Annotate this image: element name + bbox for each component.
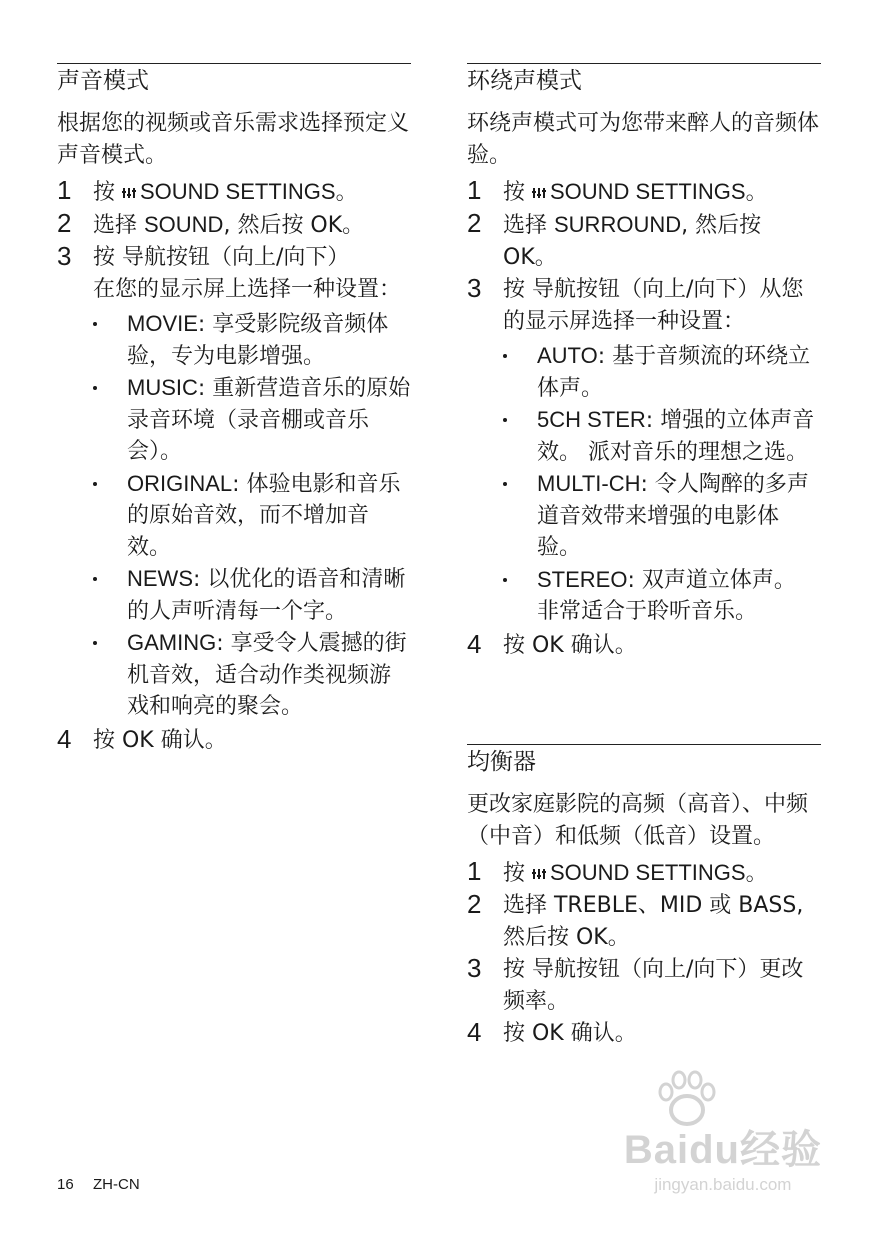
- option-desc: : 双声道立体声。 非常适合于聆听音乐。: [537, 567, 796, 624]
- step-text: 按 OK 确认。: [503, 632, 637, 658]
- step-keyword: SOUND SETTINGS: [550, 860, 746, 885]
- list-item: [93, 627, 411, 723]
- step-number: 1: [467, 175, 482, 205]
- list-item: [503, 340, 821, 404]
- section-title: 声音模式: [57, 63, 411, 96]
- step-4: [57, 725, 411, 757]
- option-desc: : 享受影院级音频体验，专为电影增强。: [127, 312, 389, 369]
- list-item: [503, 404, 821, 468]
- sound-settings-icon: [122, 185, 136, 199]
- option-desc: : 令人陶醉的多声道音效带来增强的电影体验。: [537, 472, 809, 560]
- step-keyword: SURROUND: [554, 212, 682, 237]
- step-3: [467, 274, 821, 628]
- step-text: 按 导航按钮（向上/向下）从您的显示屏选择一种设置：: [503, 277, 804, 334]
- option-desc: : 体验电影和音乐的原始音效，而不增加音效。: [127, 471, 401, 560]
- list-item: [503, 468, 821, 564]
- page-footer: [57, 1176, 140, 1193]
- step-text: 选择: [93, 213, 144, 238]
- section-intro: 环绕声模式可为您带来醉人的音频体验。: [467, 111, 820, 168]
- options-list: [503, 340, 821, 628]
- section-title: 环绕声模式: [467, 63, 821, 96]
- option-name: STEREO: [537, 566, 628, 592]
- language-code: ZH-CN: [93, 1176, 140, 1193]
- option-desc: : 以优化的语音和清晰的人声听清每一个字。: [127, 567, 406, 624]
- step-2: [467, 209, 821, 274]
- section-intro: 更改家庭影院的高频（高音）、中频（中音）和低频（低音）设置。: [467, 792, 809, 849]
- step-tail: 。: [745, 861, 768, 886]
- option-desc: : 增强的立体声音效。 派对音乐的理想之选。: [537, 408, 815, 465]
- bullet-icon: [93, 641, 97, 645]
- bullet-icon: [93, 322, 97, 326]
- baidu-watermark: [624, 1118, 822, 1195]
- step-text: 选择 TREBLE、MID 或 BASS, 然后按 OK。: [503, 893, 804, 950]
- step-1: [57, 176, 411, 209]
- option-name: ORIGINAL: [127, 470, 233, 496]
- sound-settings-icon: [532, 185, 546, 199]
- step-2: [467, 890, 821, 954]
- step-text: 按 导航按钮（向上/向下）: [93, 245, 350, 270]
- option-desc: : 享受令人震撼的街机音效，适合动作类视频游戏和响亮的聚会。: [127, 631, 407, 719]
- bullet-icon: [93, 577, 97, 581]
- bullet-icon: [93, 386, 97, 390]
- step-subtext: 在您的显示屏上选择一种设置：: [93, 277, 402, 302]
- step-3: [467, 954, 821, 1018]
- page-number: 16: [57, 1176, 74, 1193]
- bullet-icon: [93, 482, 97, 486]
- watermark-url: jingyan.baidu.com: [654, 1175, 792, 1194]
- step-text: 按: [93, 180, 122, 205]
- step-text: 按 OK 确认。: [93, 727, 227, 753]
- step-1: [467, 176, 821, 209]
- step-number: 2: [467, 208, 482, 238]
- list-item: [93, 468, 411, 564]
- step-2: [57, 209, 411, 242]
- step-4: [467, 630, 821, 662]
- bullet-icon: [503, 418, 507, 422]
- step-tail: , 然后按 OK。: [503, 213, 762, 270]
- step-keyword: SOUND SETTINGS: [140, 179, 336, 204]
- step-number: 3: [467, 953, 482, 983]
- step-text: 按 导航按钮（向上/向下）更改频率。: [503, 957, 804, 1014]
- list-item: [93, 372, 411, 468]
- step-3: [57, 242, 411, 723]
- step-number: 2: [467, 889, 482, 919]
- step-tail: , 然后按 OK。: [223, 213, 365, 238]
- option-name: 5CH STER: [537, 407, 646, 432]
- step-number: 4: [467, 628, 482, 659]
- equalizer-section: [467, 744, 821, 1050]
- step-1: [467, 857, 821, 890]
- step-text: 按: [503, 861, 532, 886]
- section-intro: 根据您的视频或音乐需求选择预定义声音模式。: [57, 111, 410, 168]
- option-desc: : 基于音频流的环绕立体声。: [537, 344, 811, 401]
- step-number: 3: [467, 273, 482, 303]
- list-item: [93, 308, 411, 372]
- sound-settings-icon: [532, 866, 546, 880]
- step-keyword: SOUND SETTINGS: [550, 179, 746, 204]
- option-name: AUTO: [537, 343, 598, 368]
- step-4: [467, 1018, 821, 1050]
- step-number: 4: [467, 1017, 482, 1047]
- step-number: 4: [57, 723, 72, 754]
- watermark-brand: Baidu经验: [623, 1128, 822, 1172]
- step-number: 2: [57, 208, 72, 238]
- step-tail: 。: [745, 180, 768, 205]
- option-name: NEWS: [127, 566, 193, 591]
- step-tail: 。: [335, 180, 358, 205]
- option-name: MUSIC: [127, 375, 198, 400]
- bullet-icon: [503, 578, 507, 582]
- section-title: 均衡器: [467, 744, 821, 777]
- option-name: MOVIE: [127, 311, 198, 336]
- list-item: [503, 564, 821, 628]
- paw-icon: [652, 1070, 722, 1130]
- sound-mode-section: [57, 63, 411, 757]
- step-text: 按: [503, 180, 532, 205]
- surround-mode-section: [467, 63, 821, 662]
- option-name: GAMING: [127, 630, 217, 655]
- step-number: 1: [467, 856, 482, 886]
- bullet-icon: [503, 482, 507, 486]
- options-list: [93, 308, 411, 723]
- list-item: [93, 563, 411, 627]
- step-keyword: SOUND: [144, 212, 224, 237]
- step-text: 选择: [503, 213, 554, 238]
- option-desc: : 重新营造音乐的原始录音环境（录音棚或音乐会）。: [127, 376, 411, 464]
- step-number: 3: [57, 241, 72, 271]
- bullet-icon: [503, 354, 507, 358]
- option-name: MULTI-CH: [537, 471, 641, 496]
- step-number: 1: [57, 175, 72, 205]
- step-text: 按 OK 确认。: [503, 1021, 637, 1046]
